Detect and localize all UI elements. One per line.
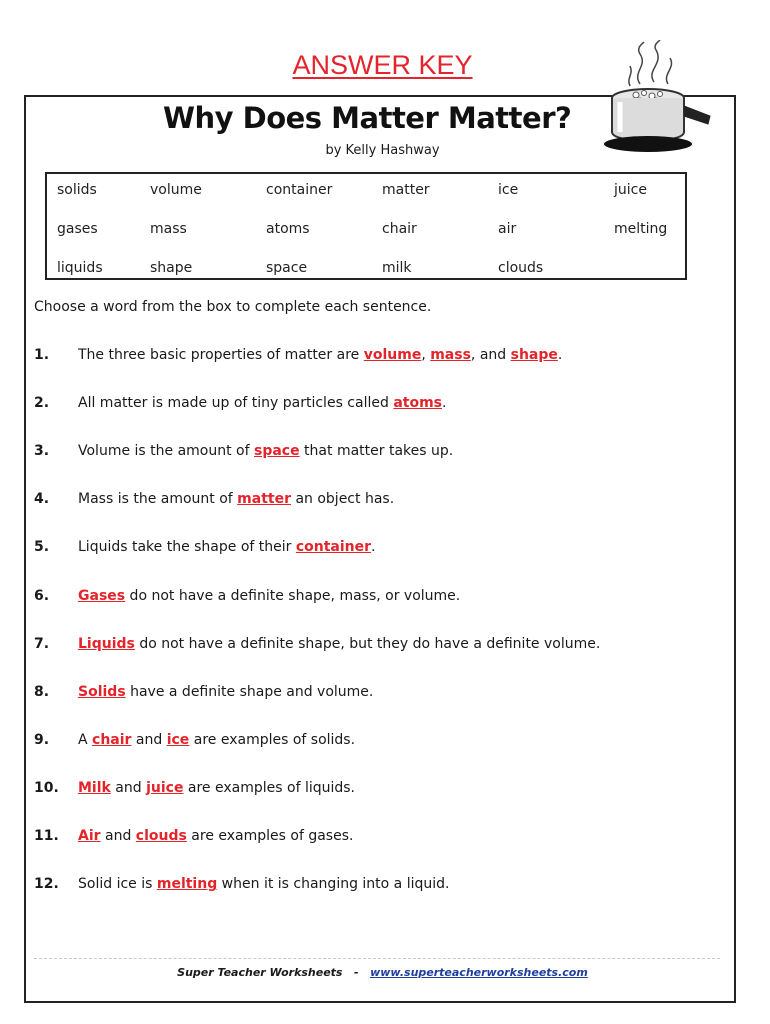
question-fragment: . (442, 395, 447, 412)
question-text (78, 443, 453, 459)
question-number: 12. (34, 876, 59, 893)
question-number: 9. (34, 731, 50, 748)
footer-separator: - (353, 966, 359, 979)
question-fragment: , and (470, 347, 511, 363)
word-bank-item: volume (150, 182, 202, 198)
instructions: Choose a word from the box to complete each sentence. (34, 299, 432, 315)
answer-word: clouds (135, 828, 187, 844)
question-number: 6. (34, 587, 50, 604)
word-bank-item: shape (150, 260, 193, 276)
answer-word: Gases (78, 587, 126, 604)
question-number: 4. (34, 491, 50, 508)
question-text (78, 588, 460, 604)
word-bank-item: atoms (266, 221, 310, 237)
question-number: 1. (34, 347, 50, 363)
answer-word: ice (166, 731, 190, 748)
word-bank-item: chair (382, 221, 417, 237)
question-number: 5. (34, 539, 50, 556)
question-fragment: . (557, 347, 563, 363)
question-fragment: Liquids take the shape of their (78, 539, 296, 556)
question-number: 3. (34, 443, 50, 460)
answer-word: container (295, 539, 372, 556)
question-fragment: have a definite shape and volume. (125, 683, 374, 700)
question-text (78, 491, 394, 507)
question-text (78, 684, 373, 700)
question-fragment: and (110, 779, 147, 796)
answer-word: Liquids (78, 635, 135, 652)
answer-word: atoms (393, 395, 443, 412)
question-fragment: The three basic properties of matter are (78, 347, 364, 363)
question-fragment: Solid ice is (78, 876, 157, 893)
answer-word: chair (92, 731, 132, 748)
answer-word: volume (363, 347, 422, 363)
question-fragment: do not have a definite shape, but they do have a definite volume. (134, 635, 601, 652)
question-fragment: Volume is the amount of (78, 443, 254, 460)
worksheet-title: Why Does Matter Matter? (163, 101, 572, 135)
question-fragment: do not have a definite shape, mass, or volume. (125, 587, 461, 604)
question-number: 8. (34, 683, 50, 700)
word-bank-item: air (498, 221, 517, 237)
word-bank-item: solids (57, 182, 97, 198)
word-bank-item: space (266, 260, 308, 276)
question-text (78, 636, 600, 652)
question-fragment: All matter is made up of tiny particles called (78, 395, 394, 412)
question-fragment: Mass is the amount of (78, 491, 238, 508)
answer-word: melting (156, 876, 218, 893)
footer-brand: Super Teacher Worksheets (177, 966, 343, 979)
question-fragment: , (421, 347, 431, 363)
question-number: 7. (34, 635, 50, 652)
word-bank-item: ice (498, 182, 519, 198)
author-byline: by Kelly Hashway (325, 143, 440, 158)
question-fragment: are examples of liquids. (183, 779, 356, 796)
question-text (78, 828, 353, 844)
question-text (78, 539, 376, 555)
question-fragment: are examples of solids. (189, 731, 356, 748)
answer-word: Milk (78, 779, 111, 796)
footer-divider (34, 958, 720, 959)
answer-word: mass (430, 347, 471, 363)
footer (0, 966, 765, 979)
question-number: 10. (34, 779, 59, 796)
answer-word: space (254, 443, 300, 460)
answer-word: juice (146, 779, 184, 796)
word-bank-item: container (266, 182, 333, 198)
footer-link[interactable]: www.superteacherworksheets.com (370, 966, 588, 979)
question-text (78, 780, 355, 796)
question-fragment: and (131, 731, 167, 748)
word-bank-item: milk (382, 260, 412, 276)
word-bank-item: matter (382, 182, 430, 198)
question-fragment: A (78, 731, 93, 748)
question-fragment: are examples of gases. (186, 828, 354, 844)
word-bank-item: melting (614, 221, 668, 237)
answer-word: matter (237, 491, 291, 508)
word-bank-item: liquids (57, 260, 103, 276)
word-bank-item: mass (150, 221, 187, 237)
answer-word: Air (78, 828, 101, 844)
answer-word: Solids (78, 683, 126, 700)
question-fragment: when it is changing into a liquid. (217, 876, 450, 893)
boiling-pot-icon (592, 40, 712, 155)
question-text (78, 347, 562, 363)
word-bank-item: gases (57, 221, 98, 237)
word-bank-item: juice (614, 182, 647, 198)
question-text (78, 876, 449, 892)
question-number: 11. (34, 828, 59, 844)
question-fragment: . (371, 539, 376, 556)
question-number: 2. (34, 395, 50, 412)
question-fragment: that matter takes up. (299, 443, 454, 460)
question-text (78, 395, 446, 411)
word-bank-item: clouds (498, 260, 544, 276)
word-bank (45, 172, 687, 280)
question-fragment: and (100, 828, 136, 844)
question-text (78, 732, 355, 748)
answer-word: shape (510, 347, 558, 363)
answer-key-text: ANSWER KEY (292, 50, 473, 80)
question-fragment: an object has. (291, 491, 395, 508)
